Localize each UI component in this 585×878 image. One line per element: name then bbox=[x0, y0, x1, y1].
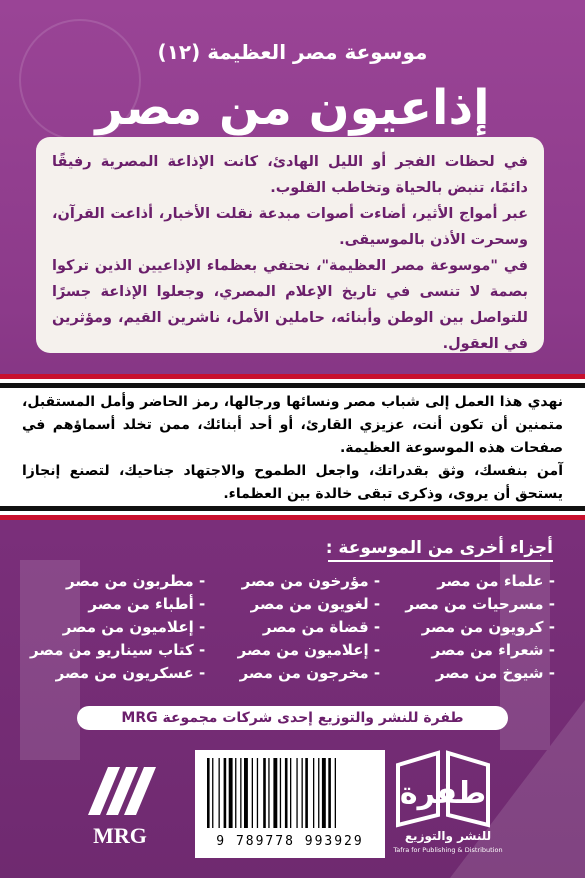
mrg-logo bbox=[80, 755, 160, 855]
intro-paragraph: في "موسوعة مصر العظيمة"، نحتفي بعظماء الإذاعيين الذين تركوا بصمة لا تنسى في تاريخ الإعلام المصري، وجعلوا الإذاعة جسرًا للتواصل بين الوطن وأبنائه، حاملين الأمل، ناشرين القيم، ومؤثرين في العقول. bbox=[52, 258, 528, 352]
flag-stripe-top bbox=[0, 374, 585, 388]
intro-paragraph: عبر أمواج الأثير، أضاءت أصوات مبدعة نقلت الأخبار، أذاعت القرآن، وسحرت الأذن بالموسيقى. bbox=[52, 206, 528, 248]
publisher-banner: طفرة للنشر والتوزيع إحدى شركات مجموعة MRG bbox=[77, 706, 508, 730]
part-item: - مؤرخون من مصر bbox=[213, 570, 380, 593]
intro-box bbox=[36, 137, 544, 353]
dedication-paragraph: آمن بنفسك، وثق بقدراتك، واجعل الطموح والاجتهاد جناحيك، لتصنع إنجازا يستحق أن يروى، وذكرى تبقى خالدة بين العظماء. bbox=[22, 463, 563, 502]
barcode-bar bbox=[302, 758, 303, 828]
parts-heading: أجزاء أخرى من الموسوعة : bbox=[325, 538, 553, 558]
barcode-bar bbox=[268, 758, 269, 828]
barcode-bar bbox=[318, 758, 319, 828]
barcode-bar bbox=[313, 758, 314, 828]
series-line: موسوعة مصر العظيمة (١٢) bbox=[157, 40, 428, 64]
barcode-bar bbox=[296, 758, 297, 828]
book-title: إذاعيون من مصر bbox=[95, 80, 490, 136]
parts-heading-underline bbox=[328, 560, 553, 562]
barcode-bar bbox=[229, 758, 233, 828]
part-item: - علماء من مصر bbox=[388, 570, 555, 593]
barcode-bar bbox=[322, 758, 326, 828]
barcode-bar bbox=[290, 758, 291, 828]
mrg-logo-text: MRG bbox=[93, 823, 147, 848]
flag-stripe-bottom bbox=[0, 506, 585, 520]
barcode-bars bbox=[205, 758, 375, 828]
barcode-bar bbox=[235, 758, 236, 828]
barcode bbox=[195, 750, 385, 858]
barcode-bar bbox=[328, 758, 331, 828]
dedication-box bbox=[0, 388, 585, 506]
part-item: - مخرجون من مصر bbox=[213, 662, 380, 685]
barcode-bar bbox=[244, 758, 248, 828]
barcode-bar bbox=[219, 758, 220, 828]
barcode-bar bbox=[252, 758, 253, 828]
part-item: - مطربون من مصر bbox=[30, 570, 205, 593]
barcode-bar bbox=[280, 758, 281, 828]
part-item: - كرويون من مصر bbox=[388, 616, 555, 639]
barcode-bar bbox=[257, 758, 258, 828]
barcode-bar bbox=[263, 758, 266, 828]
barcode-bar bbox=[273, 758, 277, 828]
barcode-bar bbox=[305, 758, 308, 828]
part-item: - لغويون من مصر bbox=[213, 593, 380, 616]
part-item: - مسرحيات من مصر bbox=[388, 593, 555, 616]
barcode-bar bbox=[212, 758, 213, 828]
part-item: - أطباء من مصر bbox=[30, 593, 205, 616]
part-item: - شيوخ من مصر bbox=[388, 662, 555, 685]
tafra-subtitle-en: Tafra for Publishing & Distribution bbox=[393, 846, 503, 854]
dedication-paragraph: نهدي هذا العمل إلى شباب مصر ونسائها ورجالها، رمز الحاضر وأمل المستقبل، متمنين أن تكون أنت، عزيزي القارئ، أو أحد أبنائك، ممن تخلد أسماؤهم في صفحات هذه الموسوعة العظيمة. bbox=[22, 394, 563, 456]
tafra-subtitle-ar: للنشر والتوزيع bbox=[404, 829, 492, 843]
intro-paragraph: في لحظات الفجر أو الليل الهادئ، كانت الإذاعة المصرية رفيقًا دائمًا، تنبض بالحياة وتخاطب القلوب. bbox=[52, 154, 528, 196]
part-item: - كتاب سيناريو من مصر bbox=[30, 639, 205, 662]
tafra-logo-text: طفرة bbox=[399, 776, 487, 811]
part-item: - إعلاميون من مصر bbox=[30, 616, 205, 639]
barcode-bar bbox=[285, 758, 288, 828]
part-item: - قضاة من مصر bbox=[213, 616, 380, 639]
barcode-bar bbox=[224, 758, 227, 828]
part-item: - عسكريون من مصر bbox=[30, 662, 205, 685]
isbn-number: 9 789778 993929 bbox=[216, 834, 364, 849]
part-item: - إعلاميون من مصر bbox=[213, 639, 380, 662]
barcode-bar bbox=[335, 758, 336, 828]
barcode-bar bbox=[207, 758, 210, 828]
part-item: - شعراء من مصر bbox=[388, 639, 555, 662]
parts-list bbox=[30, 570, 555, 685]
barcode-bar bbox=[240, 758, 241, 828]
